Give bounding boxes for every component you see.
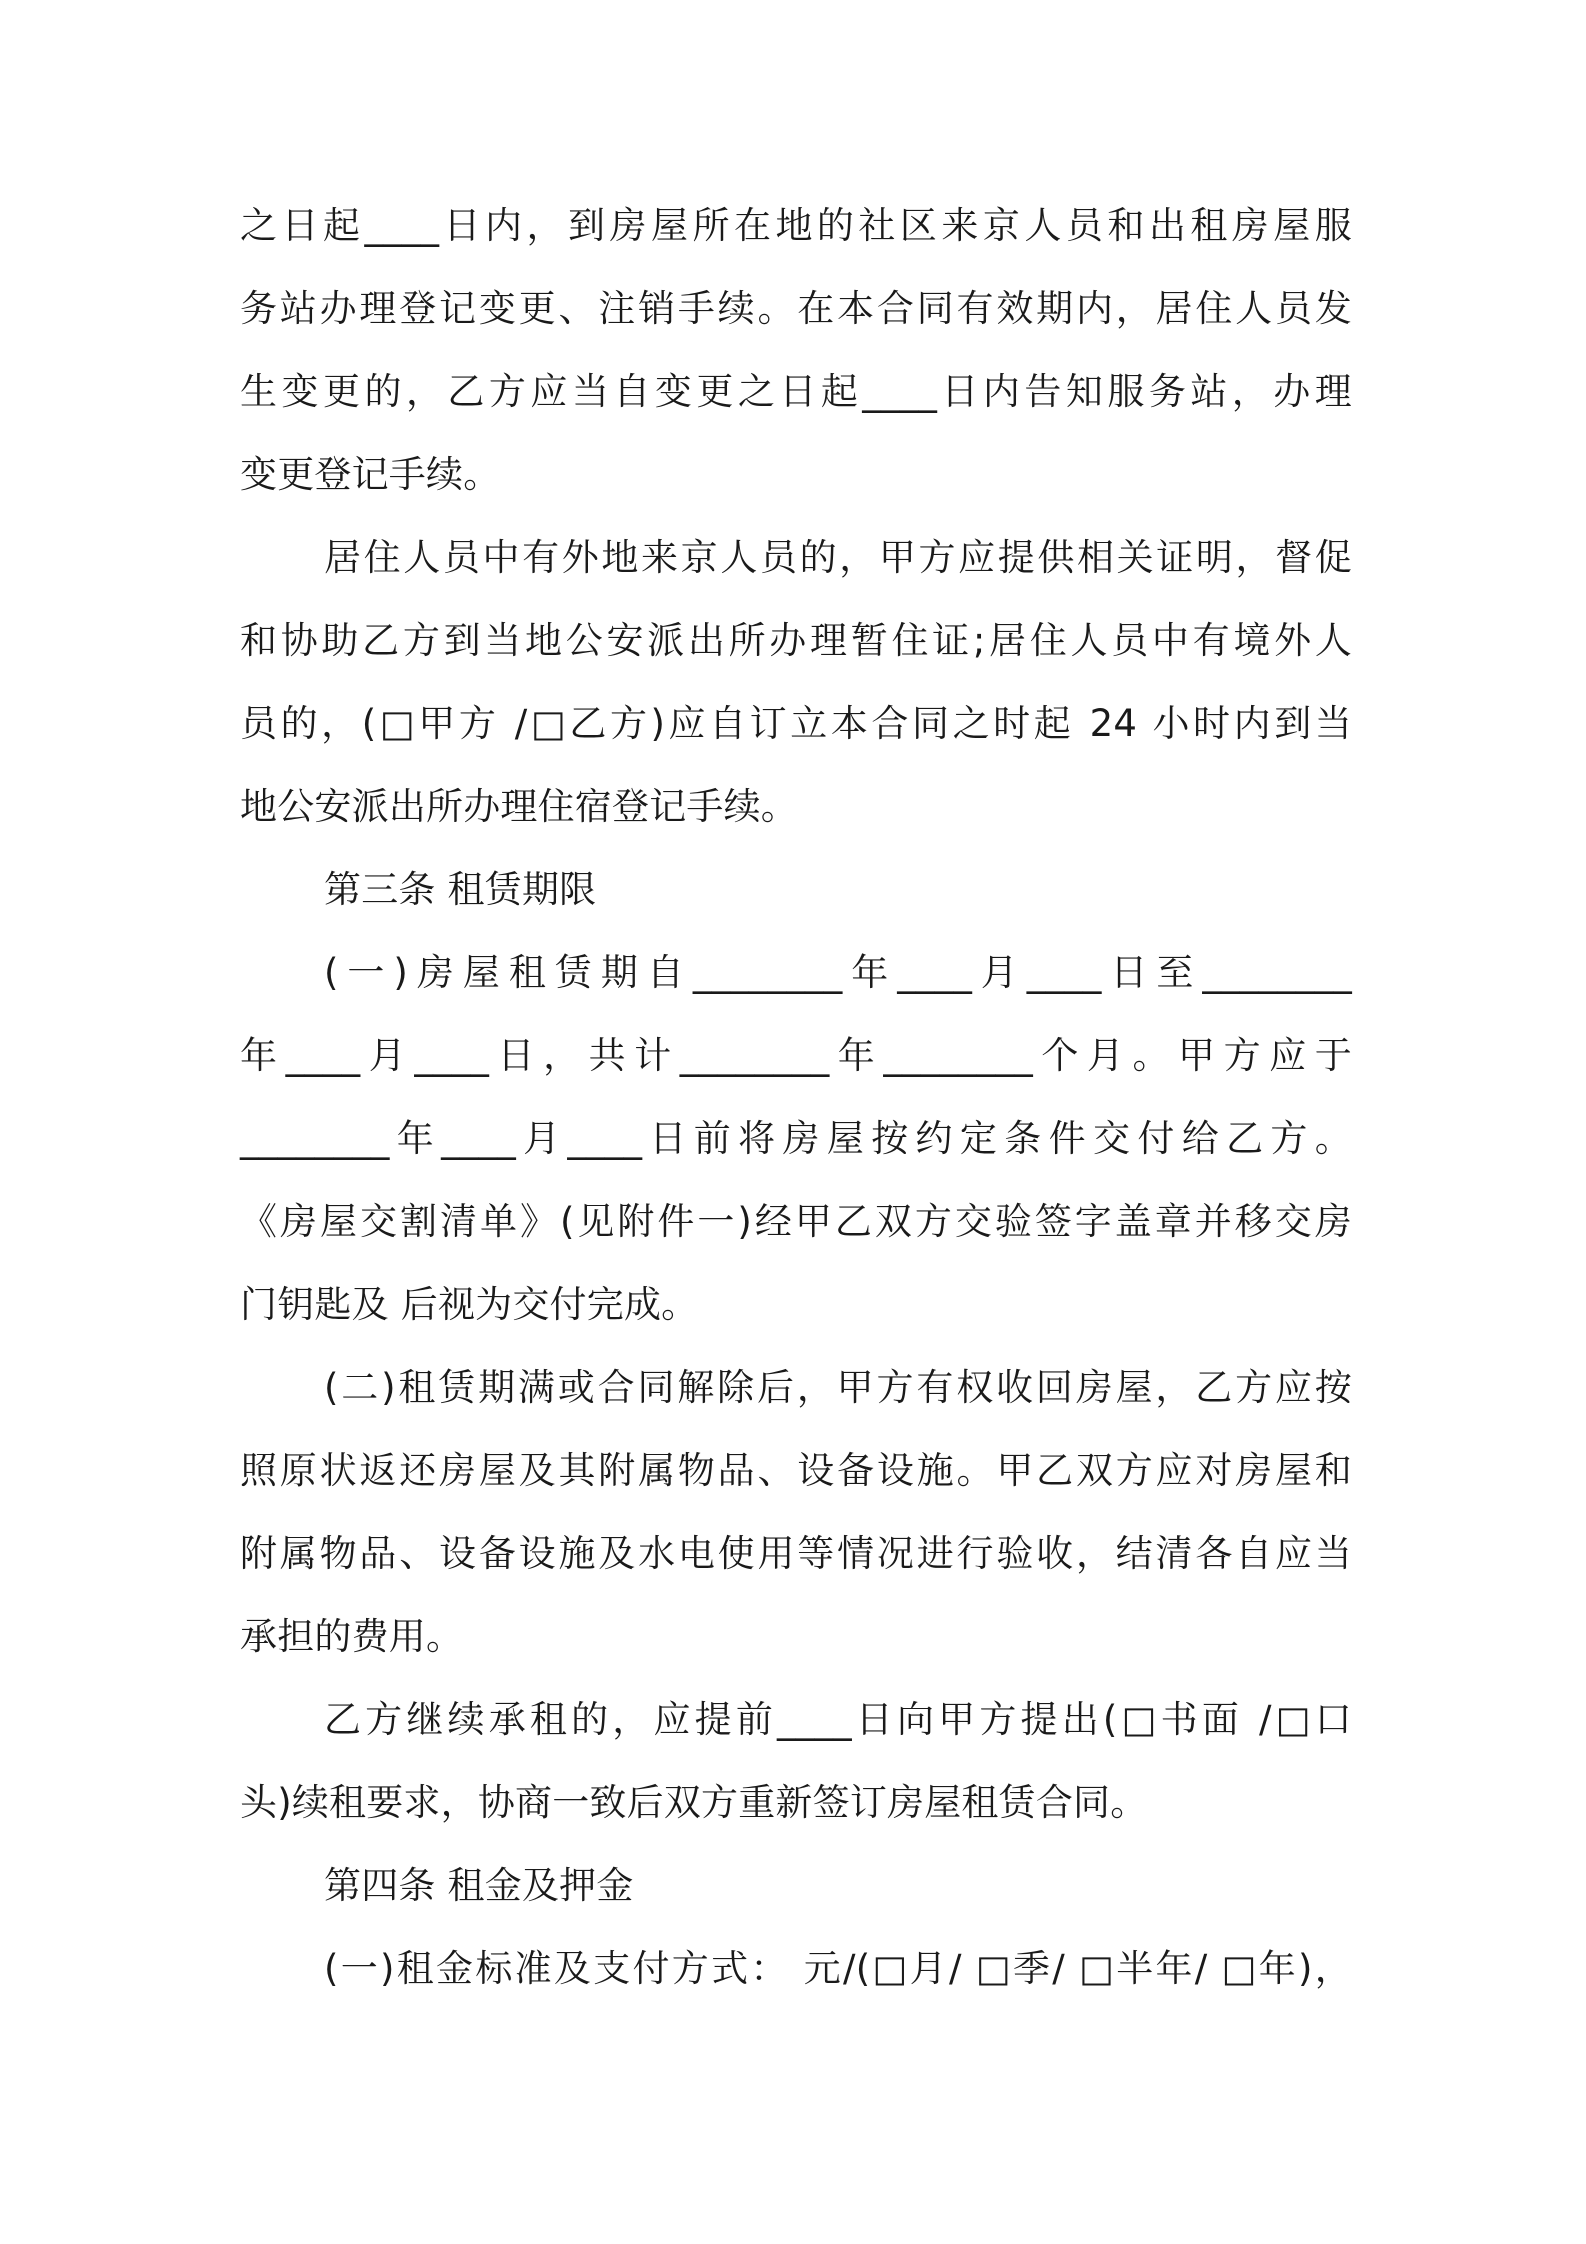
text-line-6: 和协助乙方到当地公安派出所办理暂住证;居住人员中有境外人 bbox=[240, 619, 1352, 662]
text-line-8: 地公安派出所办理住宿登记手续。 bbox=[240, 785, 798, 828]
text-line-18: 承担的费用。 bbox=[240, 1615, 464, 1658]
text-line-19: 乙方继续承租的，应提前____日向甲方提出(□书面 /□口 bbox=[324, 1698, 1352, 1741]
text-line-2: 务站办理登记变更、注销手续。在本合同有效期内，居住人员发 bbox=[240, 287, 1352, 330]
text-line-3: 生变更的，乙方应当自变更之日起____日内告知服务站，办理 bbox=[240, 370, 1352, 413]
text-line-17: 附属物品、设备设施及水电使用等情况进行验收，结清各自应当 bbox=[240, 1532, 1352, 1575]
text-line-5: 居住人员中有外地来京人员的，甲方应提供相关证明，督促 bbox=[324, 536, 1352, 579]
text-line-1: 之日起____日内，到房屋所在地的社区来京人员和出租房屋服 bbox=[240, 204, 1352, 247]
text-line-15: (二)租赁期满或合同解除后，甲方有权收回房屋，乙方应按 bbox=[324, 1366, 1352, 1409]
text-line-22: (一)租金标准及支付方式： 元/(□月/ □季/ □半年/ □年)， bbox=[324, 1947, 1352, 1990]
article-three-heading: 第三条 租赁期限 bbox=[324, 868, 597, 911]
text-line-11: 年____月____日，共计________年________个月。甲方应于 bbox=[240, 1034, 1352, 1077]
text-line-12: ________年____月____日前将房屋按约定条件交付给乙方。 bbox=[240, 1117, 1352, 1160]
article-four-heading: 第四条 租金及押金 bbox=[324, 1864, 634, 1907]
text-line-13: 《房屋交割清单》(见附件一)经甲乙双方交验签字盖章并移交房 bbox=[240, 1200, 1352, 1243]
text-line-16: 照原状返还房屋及其附属物品、设备设施。甲乙双方应对房屋和 bbox=[240, 1449, 1352, 1492]
text-line-10: (一)房屋租赁期自________年____月____日至________ bbox=[324, 951, 1352, 994]
text-line-4: 变更登记手续。 bbox=[240, 453, 501, 496]
text-line-7: 员的，(□甲方 /□乙方)应自订立本合同之时起 24 小时内到当 bbox=[240, 702, 1352, 745]
text-line-14: 门钥匙及 后视为交付完成。 bbox=[240, 1283, 699, 1326]
text-line-20: 头)续租要求，协商一致后双方重新签订房屋租赁合同。 bbox=[240, 1781, 1148, 1824]
